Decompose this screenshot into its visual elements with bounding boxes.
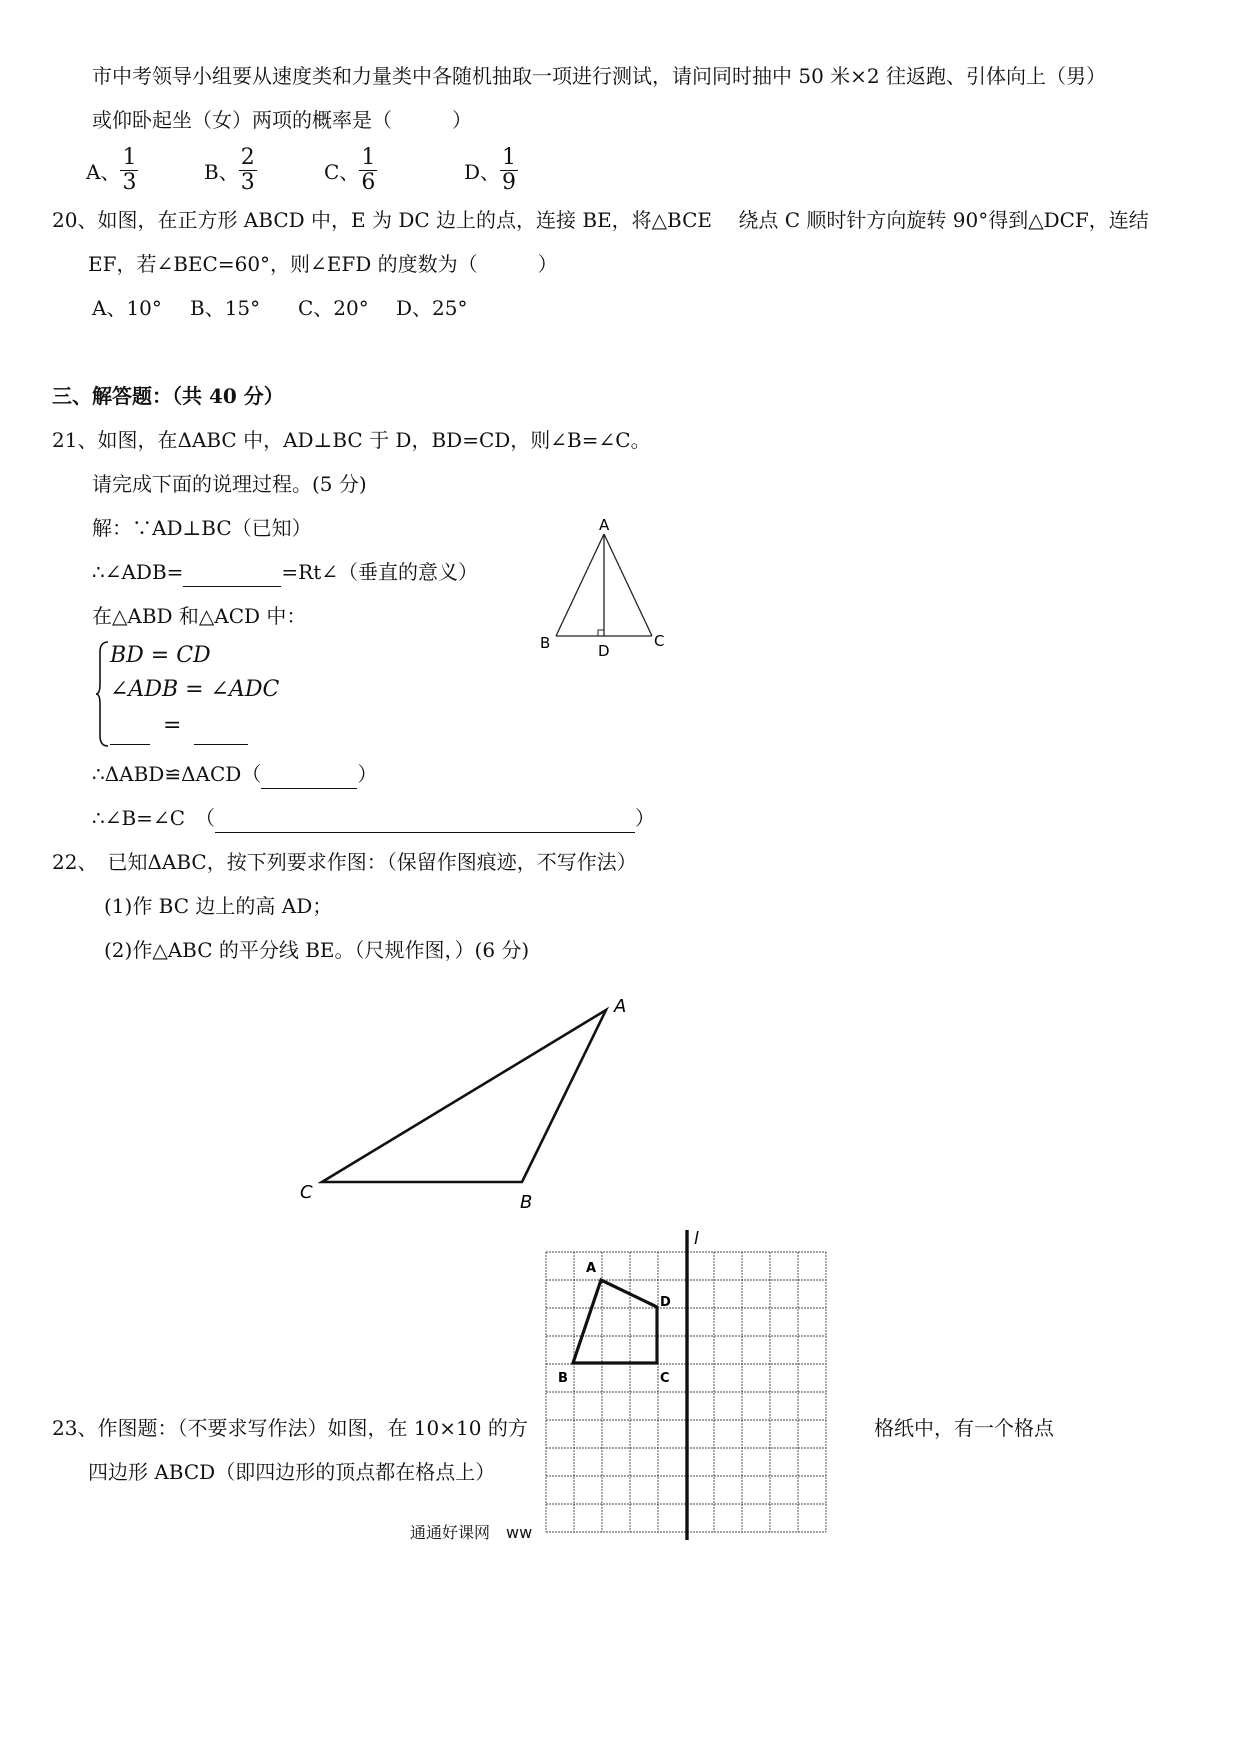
vertex-label-b: B	[520, 1192, 533, 1213]
answer-blank[interactable]	[215, 804, 635, 833]
q21-line2: 请完成下面的说理过程。(5 分)	[92, 472, 367, 496]
q19-option-c	[324, 146, 377, 195]
q23-line1b: 格纸中，有一个格点	[874, 1416, 1054, 1440]
q22-line1: 22、 已知ΔABC，按下列要求作图：（保留作图痕迹，不写作法）	[52, 850, 637, 874]
fraction	[239, 146, 257, 195]
vertex-label-c: C	[660, 1371, 670, 1386]
vertex-label-b: B	[558, 1371, 568, 1386]
left-brace	[96, 640, 110, 748]
q20-line1: 20、如图，在正方形 ABCD 中，E 为 DC 边上的点，连接 BE，将△BCE 绕点 C 顺时针方向旋转 90°得到△DCF，连结	[52, 208, 1149, 232]
q21-solution-4	[92, 760, 377, 789]
answer-blank[interactable]	[261, 760, 357, 789]
side-ac	[604, 534, 652, 636]
q19-option-a	[86, 146, 138, 195]
q22-line2: (1)作 BC 边上的高 AD；	[104, 894, 333, 918]
side-ab	[556, 534, 604, 636]
q20-option-d: D、25°	[396, 296, 468, 320]
line-label-l: l	[694, 1229, 699, 1249]
q20-line2: EF，若∠BEC=60°，则∠EFD 的度数为（ ）	[88, 252, 558, 276]
quadrilateral-abcd	[573, 1280, 657, 1363]
text: ）	[357, 762, 378, 786]
text: ∴∠ADB=	[92, 560, 184, 584]
vertex-label-c: C	[300, 1182, 313, 1203]
text: ）	[635, 806, 655, 830]
q20-option-a: A、10°	[92, 296, 162, 320]
fraction	[359, 146, 377, 195]
q21-solution-1: 解：∵AD⊥BC（已知）	[92, 516, 312, 540]
q21-solution-5	[92, 804, 655, 833]
text: ∴∠B=∠C （	[92, 806, 215, 830]
footer-watermark: 通通好课网 ww	[410, 1523, 533, 1542]
answer-blank[interactable]	[194, 708, 248, 745]
numerator: 1	[122, 145, 137, 170]
text: ∴ΔABD≌ΔACD（	[92, 762, 262, 786]
q22-triangle-figure	[290, 990, 650, 1220]
q23-grid-figure	[530, 1224, 840, 1544]
denominator: 3	[240, 170, 255, 195]
numerator: 1	[361, 145, 376, 170]
q19-option-d	[464, 146, 518, 195]
fraction	[120, 146, 138, 195]
option-label: D、	[464, 160, 501, 184]
denominator: 3	[122, 170, 137, 195]
answer-blank[interactable]	[110, 708, 150, 745]
q19-option-b	[204, 146, 257, 195]
q22-line3: (2)作△ABC 的平分线 BE。（尺规作图，）(6 分)	[104, 938, 530, 962]
equation-1: BD = CD	[110, 643, 211, 668]
vertex-label-d: D	[660, 1295, 671, 1310]
q21-solution-3: 在△ABD 和△ACD 中：	[92, 604, 307, 628]
q21-solution-2	[92, 558, 478, 587]
answer-blank[interactable]	[183, 558, 281, 587]
q21-line1: 21、如图，在ΔABC 中，AD⊥BC 于 D，BD=CD，则∠B=∠C。	[52, 428, 651, 452]
option-label: C、	[324, 160, 360, 184]
equals-sign: =	[163, 713, 182, 738]
triangle-abc	[322, 1010, 606, 1182]
section-heading: 三、解答题：（共 40 分）	[52, 384, 284, 408]
fraction	[500, 146, 518, 195]
vertex-label-c: C	[654, 632, 665, 650]
equation-2: ∠ADB = ∠ADC	[110, 677, 280, 702]
numerator: 1	[502, 145, 517, 170]
q20-option-c: C、20°	[298, 296, 369, 320]
denominator: 6	[361, 170, 376, 195]
q19-line2: 或仰卧起坐（女）两项的概率是（ ）	[92, 108, 472, 132]
vertex-label-a: A	[599, 516, 610, 534]
numerator: 2	[240, 145, 255, 170]
option-label: B、	[204, 160, 239, 184]
right-angle-mark	[598, 630, 604, 636]
q19-line1: 市中考领导小组要从速度类和力量类中各随机抽取一项进行测试，请问同时抽中 50 米×2 往返跑、引体向上（男）	[92, 64, 1107, 88]
q20-option-b: B、15°	[190, 296, 261, 320]
vertex-label-d: D	[598, 642, 610, 660]
equation-3	[110, 708, 248, 745]
option-label: A、	[86, 160, 121, 184]
q23-line2: 四边形 ABCD（即四边形的顶点都在格点上）	[88, 1460, 496, 1484]
denominator: 9	[502, 170, 517, 195]
q21-triangle-figure	[530, 512, 680, 662]
vertex-label-b: B	[540, 634, 551, 652]
q23-line1a: 23、作图题：（不要求写作法）如图，在 10×10 的方	[52, 1416, 528, 1440]
vertex-label-a: A	[586, 1261, 597, 1276]
text: =Rt∠（垂直的意义）	[281, 560, 479, 584]
vertex-label-a: A	[614, 996, 627, 1017]
